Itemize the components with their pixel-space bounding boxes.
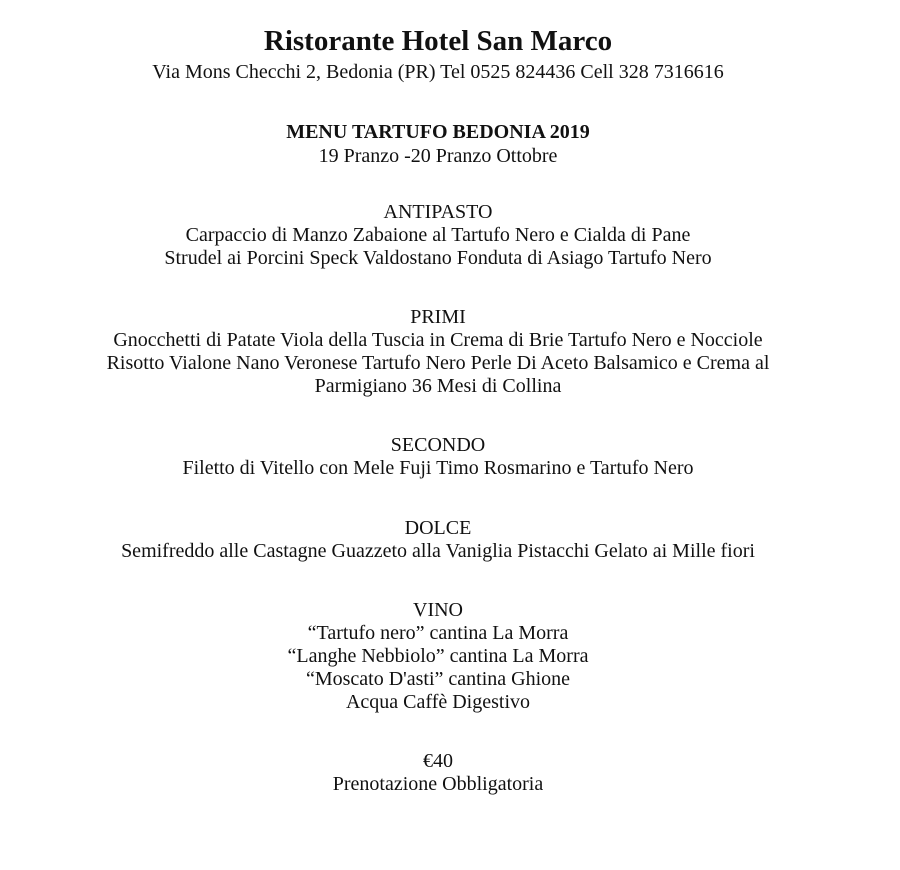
section-heading-dolce: DOLCE <box>404 517 472 539</box>
menu-item: Carpaccio di Manzo Zabaione al Tartufo Nero e Cialda di Pane <box>185 224 691 246</box>
reservation-note: Prenotazione Obbligatoria <box>332 773 544 795</box>
menu-item: Gnocchetti di Patate Viola della Tuscia in Crema di Brie Tartufo Nero e Nocciole <box>113 329 763 351</box>
wine-item: “Tartufo nero” cantina La Morra <box>307 622 569 644</box>
section-heading-antipasto: ANTIPASTO <box>383 201 493 223</box>
section-heading-primi: PRIMI <box>410 306 466 328</box>
menu-dates: 19 Pranzo -20 Pranzo Ottobre <box>318 145 558 167</box>
menu-item: Risotto Vialone Nano Veronese Tartufo Nero Perle Di Aceto Balsamico e Crema al <box>106 352 770 374</box>
section-dolce <box>0 517 876 563</box>
restaurant-name: Ristorante Hotel San Marco <box>263 25 613 57</box>
section-heading-secondo: SECONDO <box>390 434 486 456</box>
address-line: Via Mons Checchi 2, Bedonia (PR) Tel 0525 824436 Cell 328 7316616 <box>152 61 724 83</box>
section-heading-vino: VINO <box>413 599 463 621</box>
price: €40 <box>423 750 453 772</box>
menu-item: Strudel ai Porcini Speck Valdostano Fonduta di Asiago Tartufo Nero <box>164 247 712 269</box>
section-antipasto <box>0 201 876 270</box>
menu-item: Parmigiano 36 Mesi di Collina <box>314 375 562 397</box>
section-footer <box>0 750 876 796</box>
drinks-line: Acqua Caffè Digestivo <box>345 691 531 713</box>
section-vino <box>0 599 876 714</box>
section-primi <box>0 306 876 398</box>
section-secondo <box>0 434 876 480</box>
wine-item: “Moscato D'asti” cantina Ghione <box>305 668 571 690</box>
wine-item: “Langhe Nebbiolo” cantina La Morra <box>287 645 589 667</box>
menu-title: MENU TARTUFO BEDONIA 2019 <box>286 121 590 143</box>
menu-item: Semifreddo alle Castagne Guazzeto alla Vaniglia Pistacchi Gelato ai Mille fiori <box>121 540 755 562</box>
menu-item: Filetto di Vitello con Mele Fuji Timo Rosmarino e Tartufo Nero <box>182 457 694 479</box>
